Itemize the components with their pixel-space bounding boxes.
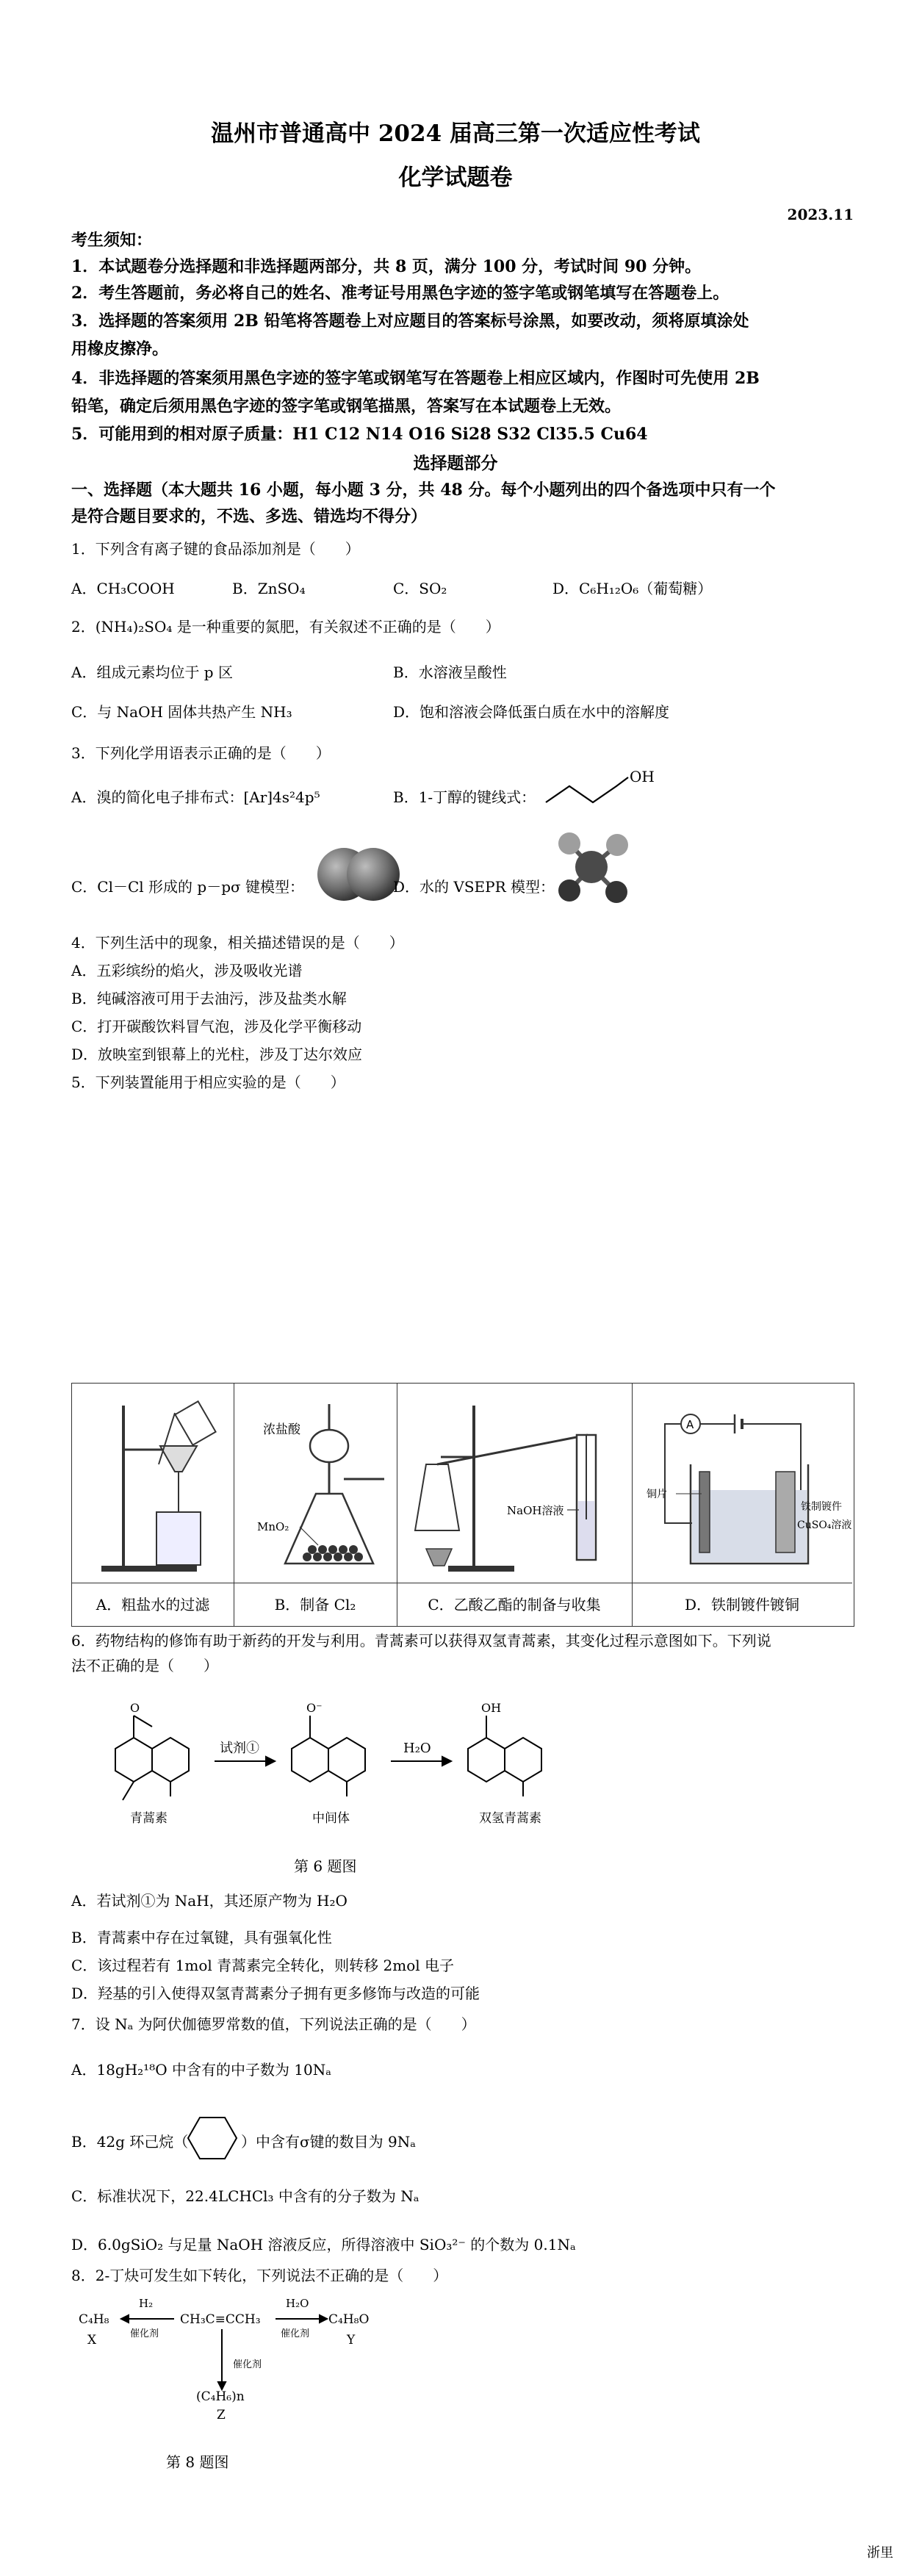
cyclohexane-icon (185, 2109, 240, 2167)
notice-heading: 考生须知： (71, 231, 153, 250)
chlorine-generator-icon (234, 1384, 397, 1583)
q6-option-b: B．青蒿素中存在过氧键，具有强氧化性 (71, 1929, 332, 1946)
q2-option-b: B．水溶液呈酸性 (393, 663, 507, 681)
q4-option-b: B．纯碱溶液可用于去油污，涉及盐类水解 (71, 990, 347, 1007)
q8-stem: 8．2-丁炔可发生如下转化，下列说法不正确的是（ ） (71, 2267, 448, 2284)
label-hcl: 浓盐酸 (263, 1422, 300, 1437)
q1-option-c: C．SO₂ (393, 580, 447, 597)
q8-z-formula: (C₄H₆)n (196, 2389, 245, 2404)
q4-option-d: D．放映室到银幕上的光柱，涉及丁达尔效应 (71, 1046, 363, 1063)
q2-option-d: D．饱和溶液会降低蛋白质在水中的溶解度 (393, 703, 670, 721)
q1-option-b: B．ZnSO₄ (232, 580, 306, 597)
label-copper: 铜片 (647, 1489, 667, 1500)
q4-option-a: A．五彩缤纷的焰火，涉及吸收光谱 (71, 962, 303, 979)
notice-item-2: 2．考生答题前，务必将自己的姓名、准考证号用黑色字迹的签字笔或钢笔填写在答题卷上。 (71, 284, 730, 303)
label-iron-part: 铁制镀件 (801, 1501, 842, 1513)
q5-cell-a (72, 1384, 234, 1626)
q5-cell-d (632, 1384, 852, 1626)
notice-item-3-cont: 用橡皮擦净。 (71, 339, 169, 359)
q8-cat-label-left: 催化剂 (130, 2328, 159, 2339)
electroplating-setup-icon (632, 1384, 852, 1583)
q7-option-c: C．标准状况下，22.4LCHCl₃ 中含有的分子数为 Nₐ (71, 2187, 420, 2205)
q2-option-c: C．与 NaOH 固体共热产生 NH₃ (71, 703, 292, 721)
q3-option-d: D．水的 VSEPR 模型： (393, 878, 555, 896)
water-vsepr-model-icon (547, 823, 635, 911)
q5-stem: 5．下列装置能用于相应实验的是（ ） (71, 1073, 345, 1091)
q3-oh-label: OH (630, 768, 655, 785)
q5-cell-b (234, 1384, 397, 1626)
footer-mark: 浙里 (867, 2545, 893, 2561)
q6-option-c: C．该过程若有 1mol 青蒿素完全转化，则转移 2mol 电子 (71, 1957, 454, 1974)
svg-text:OH: OH (481, 1701, 502, 1715)
section-intro-cont: 是符合题目要求的，不选、多选、错选均不得分） (71, 507, 428, 526)
q5-caption-a: A．粗盐水的过滤 (72, 1583, 234, 1626)
q8-cat-label-right: 催化剂 (281, 2328, 310, 2339)
mol-name-intermediate: 中间体 (312, 1811, 350, 1826)
p-p-sigma-bond-icon (316, 845, 403, 904)
q8-h2-label: H₂ (139, 2297, 154, 2310)
q5-cell-c (397, 1384, 633, 1626)
q8-h2o-label: H₂O (286, 2297, 309, 2310)
section-intro: 一、选择题（本大题共 16 小题，每小题 3 分，共 48 分。每个小题列出的四个备选项中只有一个 (71, 481, 776, 500)
q6-stem: 6．药物结构的修饰有助于新药的开发与利用。青蒿素可以获得双氢青蒿素，其变化过程示意图如下。下列说 (71, 1632, 771, 1649)
q1-stem: 1．下列含有离子键的食品添加剂是（ ） (71, 540, 360, 558)
q8-x-formula: C₄H₈ (79, 2312, 109, 2327)
q7-option-a: A．18gH₂¹⁸O 中含有的中子数为 10Nₐ (71, 2061, 331, 2079)
notice-item-5: 5．可能用到的相对原子质量：H1 C12 N14 O16 Si28 S32 Cl35.5 Cu64 (71, 425, 648, 444)
q3-option-b: B．1-丁醇的键线式： (393, 788, 536, 806)
q2-stem: 2．(NH₄)₂SO₄ 是一种重要的氮肥，有关叙述不正确的是（ ） (71, 618, 500, 636)
q6-water-label: H₂O (403, 1741, 431, 1756)
notice-item-4: 4．非选择题的答案须用黑色字迹的签字笔或钢笔写在答题卷上相应区域内，作图时可先使用 2B (71, 369, 760, 388)
q6-stem-cont: 法不正确的是（ ） (71, 1657, 218, 1674)
q8-figure-caption: 第 8 题图 (166, 2453, 229, 2471)
filtration-setup-icon (72, 1384, 234, 1583)
svg-text:O: O (130, 1701, 140, 1715)
q1-option-a: A．CH₃COOH (71, 580, 175, 597)
q6-option-a: A．若试剂①为 NaH，其还原产物为 H₂O (71, 1892, 348, 1910)
artemisinin-reaction-scheme (71, 1679, 600, 1848)
label-cuso4: CuSO₄溶液 (797, 1519, 852, 1531)
q3-stem: 3．下列化学用语表示正确的是（ ） (71, 744, 331, 762)
q5-caption-c: C．乙酸乙酯的制备与收集 (397, 1583, 632, 1626)
q5-apparatus-table (71, 1383, 854, 1627)
q3-option-a: A．溴的简化电子排布式：[Ar]4s²4p⁵ (71, 788, 320, 806)
notice-item-1: 1．本试题卷分选择题和非选择题两部分，共 8 页，满分 100 分，考试时间 90 分钟。 (71, 257, 702, 276)
q5-caption-b: B．制备 Cl₂ (234, 1583, 397, 1626)
ester-preparation-icon (397, 1384, 632, 1583)
q1-option-d: D．C₆H₁₂O₆（葡萄糖） (552, 580, 713, 597)
q3-option-c: C．Cl－Cl 形成的 p－pσ 键模型： (71, 878, 305, 896)
butanol-skeletal-icon (540, 764, 655, 816)
q8-x-label: X (87, 2333, 97, 2347)
q2-option-a: A．组成元素均位于 p 区 (71, 663, 233, 681)
svg-text:O⁻: O⁻ (306, 1701, 323, 1715)
q7-stem: 7．设 Nₐ 为阿伏伽德罗常数的值，下列说法正确的是（ ） (71, 2015, 476, 2033)
q4-stem: 4．下列生活中的现象，相关描述错误的是（ ） (71, 934, 404, 951)
q7-option-b-part2: ）中含有σ键的数目为 9Nₐ (241, 2133, 416, 2151)
paper-subtitle: 化学试题卷 (398, 165, 513, 191)
q8-y-label: Y (347, 2333, 356, 2347)
q5-caption-d: D．铁制镀件镀铜 (632, 1583, 852, 1626)
q6-option-d: D．羟基的引入使得双氢青蒿素分子拥有更多修饰与改造的可能 (71, 1985, 480, 2002)
notice-item-4-cont: 铅笔，确定后须用黑色字迹的签字笔或钢笔描黑，答案写在本试题卷上无效。 (71, 397, 622, 416)
q7-option-b-part1: B．42g 环己烷（ (71, 2133, 189, 2151)
q6-figure-caption: 第 6 题图 (294, 1857, 357, 1875)
mol-name-artemisinin: 青蒿素 (130, 1811, 168, 1826)
exam-title: 温州市普通高中 2024 届高三第一次适应性考试 (211, 120, 700, 147)
label-ammeter: A (686, 1418, 694, 1431)
q8-z-label: Z (217, 2408, 226, 2422)
q6-reagent-label: 试剂① (220, 1741, 259, 1756)
q8-y-formula: C₄H₈O (328, 2312, 370, 2327)
mol-name-dihydroartemisinin: 双氢青蒿素 (479, 1811, 541, 1826)
q8-center-formula: CH₃C≡CCH₃ (180, 2312, 261, 2327)
butyne-conversion-scheme (71, 2287, 453, 2456)
q4-option-c: C．打开碳酸饮料冒气泡，涉及化学平衡移动 (71, 1018, 362, 1035)
label-naoh: NaOH溶液 (507, 1504, 564, 1517)
section-title: 选择题部分 (413, 453, 498, 473)
q8-cat-label-down: 催化剂 (233, 2359, 262, 2370)
q7-option-d: D．6.0gSiO₂ 与足量 NaOH 溶液反应，所得溶液中 SiO₃²⁻ 的个数为 0.1Nₐ (71, 2236, 576, 2253)
label-mno2: MnO₂ (257, 1520, 289, 1533)
notice-item-3: 3．选择题的答案须用 2B 铅笔将答题卷上对应题目的答案标号涂黑，如要改动，须将原填涂处 (71, 312, 749, 331)
exam-date: 2023.11 (787, 206, 854, 223)
